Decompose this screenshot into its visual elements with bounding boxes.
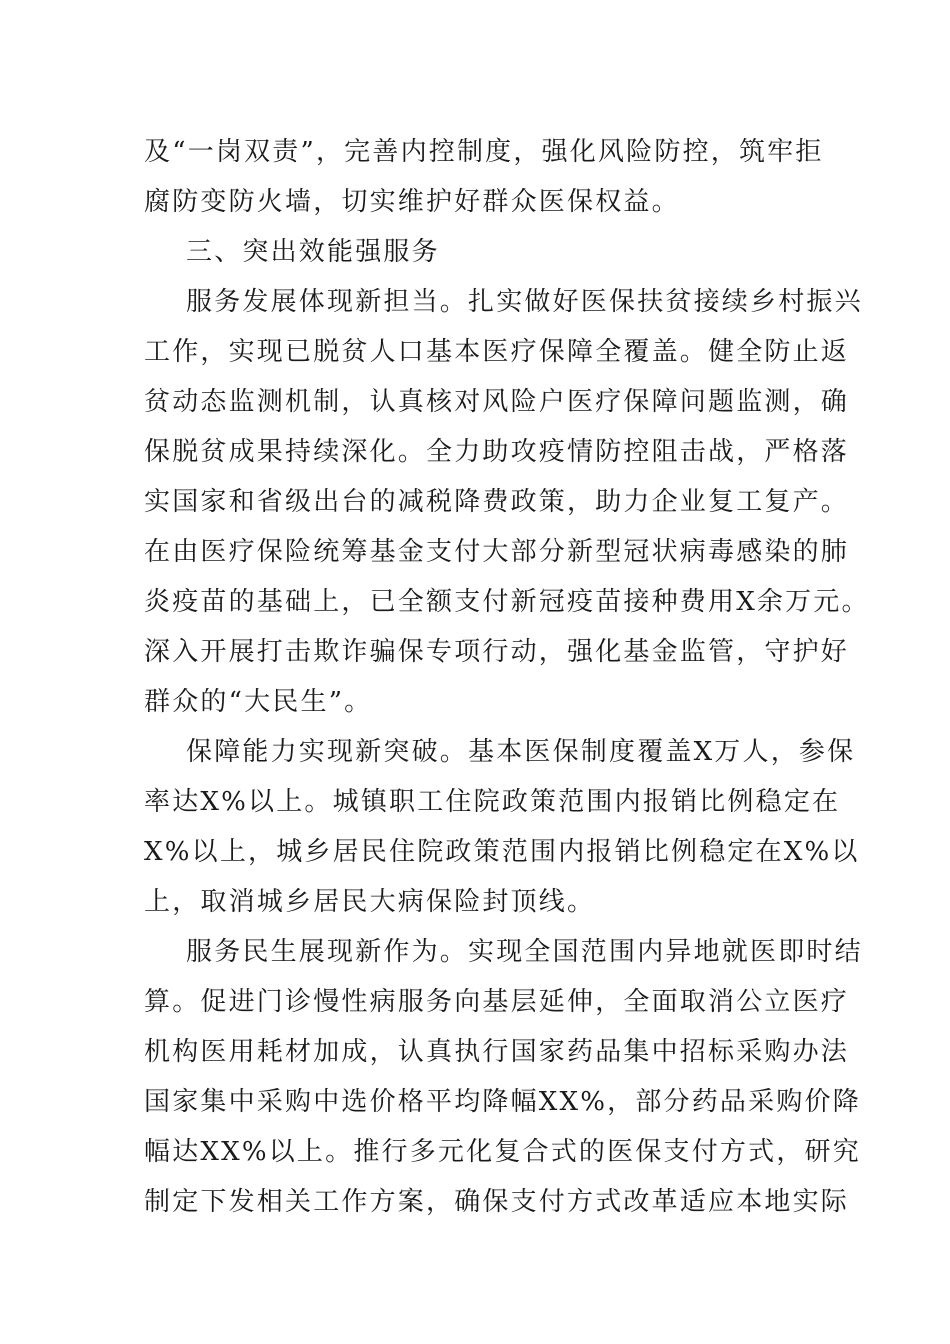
text-line: 服务民生展现新作为。实现全国范围内异地就医即时结	[186, 937, 863, 967]
text-line: 机构医用耗材加成，认真执行国家药品集中招标采购办法	[144, 1037, 850, 1067]
text-line: 算。促进门诊慢性病服务向基层延伸，全面取消公立医疗	[144, 987, 850, 1017]
text-line: X%以上，城乡居民住院政策范围内报销比例稳定在X%以	[144, 837, 860, 867]
text-line: 工作，实现已脱贫人口基本医疗保障全覆盖。健全防止返	[144, 337, 850, 367]
text-line: 服务发展体现新担当。扎实做好医保扶贫接续乡村振兴	[186, 287, 863, 317]
text-line: 深入开展打击欺诈骗保专项行动，强化基金监管，守护好	[144, 637, 850, 667]
text-line: 保脱贫成果持续深化。全力助攻疫情防控阻击战，严格落	[144, 437, 850, 467]
text-line: 保障能力实现新突破。基本医保制度覆盖X万人，参保	[186, 737, 856, 767]
text-line: 腐防变防火墙，切实维护好群众医保权益。	[144, 187, 680, 217]
text-line: 及“一岗双责”，完善内控制度，强化风险防控，筑牢拒	[144, 137, 824, 167]
text-line: 贫动态监测机制，认真核对风险户医疗保障问题监测，确	[144, 387, 850, 417]
text-line: 制定下发相关工作方案，确保支付方式改革适应本地实际	[144, 1187, 850, 1217]
text-line: 上，取消城乡居民大病保险封顶线。	[144, 887, 596, 917]
text-line: 实国家和省级出台的减税降费政策，助力企业复工复产。	[144, 487, 850, 517]
text-line: 率达X%以上。城镇职工住院政策范围内报销比例稳定在	[144, 787, 841, 817]
text-line: 幅达XX%以上。推行多元化复合式的医保支付方式，研究	[144, 1137, 861, 1167]
text-line: 在由医疗保险统筹基金支付大部分新型冠状病毒感染的肺	[144, 537, 850, 567]
text-line: 炎疫苗的基础上，已全额支付新冠疫苗接种费用X余万元。	[144, 587, 870, 617]
text-line: 国家集中采购中选价格平均降幅XX%，部分药品采购价降	[144, 1087, 861, 1117]
section-heading: 三、突出效能强服务	[186, 237, 440, 267]
text-line: 群众的“大民生”。	[144, 687, 373, 717]
